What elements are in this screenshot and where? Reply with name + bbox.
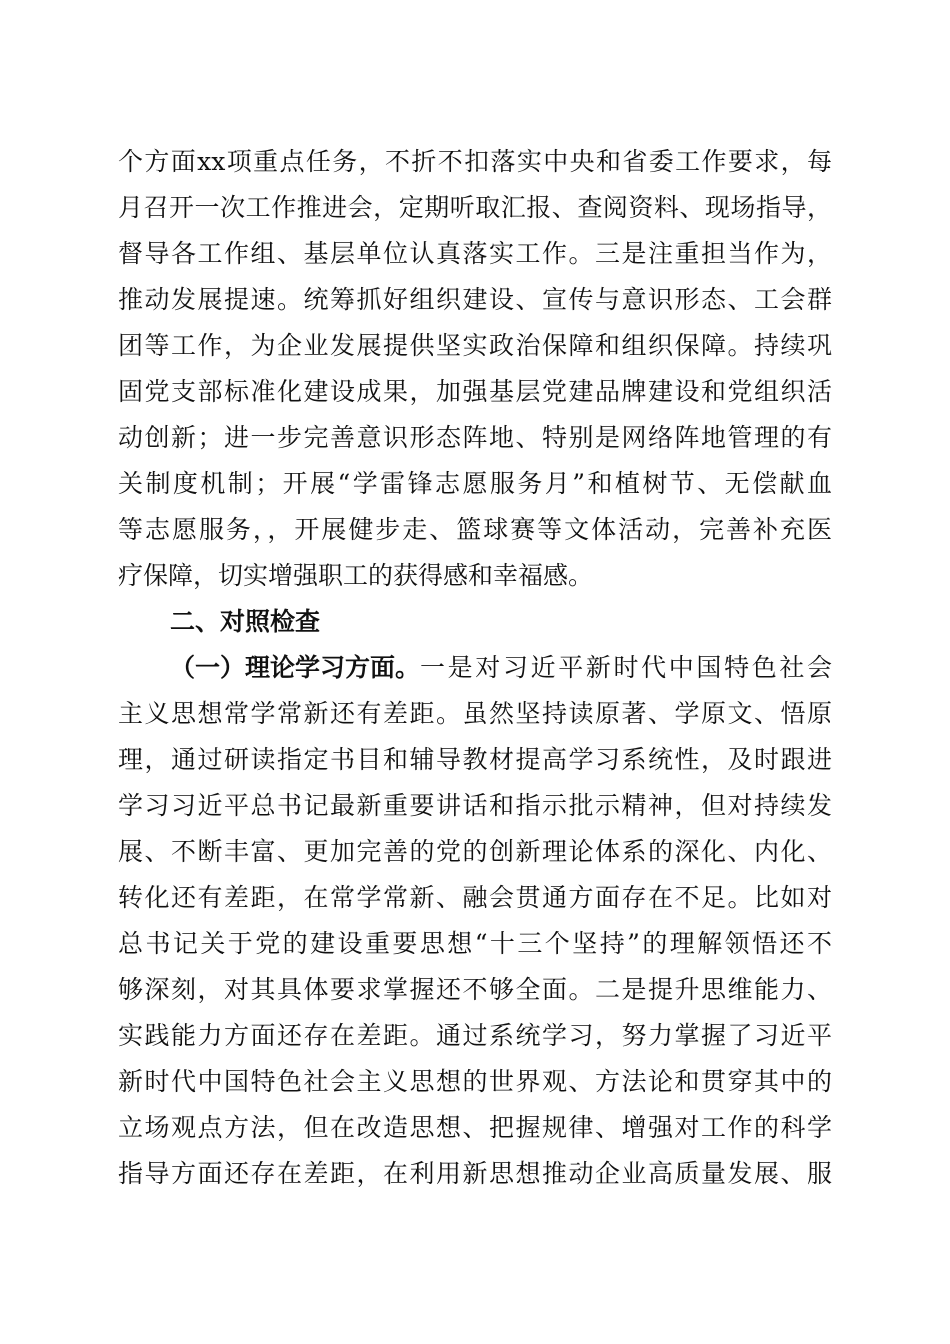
paragraph-line: 动创新；进一步完善意识形态阵地、特别是网络阵地管理的有 [118,423,832,452]
paragraph-line: 月召开一次工作推进会，定期听取汇报、查阅资料、现场指导， [118,193,832,222]
paragraph-line: 展、不断丰富、更加完善的党的创新理论体系的深化、内化、 [118,837,832,866]
paragraph-line: 推动发展提速。统筹抓好组织建设、宣传与意识形态、工会群 [118,285,832,314]
paragraph-line: 个方面xx项重点任务，不折不扣落实中央和省委工作要求，每 [118,147,832,176]
paragraph-line: 总书记关于党的建设重要思想“十三个坚持”的理解领悟还不 [118,929,832,958]
paragraph-line: 新时代中国特色社会主义思想的世界观、方法论和贯穿其中的 [118,1067,832,1096]
subsection-heading: （一）理论学习方面。 [170,653,421,682]
paragraph-line: 主义思想常学常新还有差距。虽然坚持读原著、学原文、悟原 [118,699,832,728]
paragraph-line: 转化还有差距，在常学常新、融会贯通方面存在不足。比如对 [118,883,832,912]
paragraph-line: 立场观点方法，但在改造思想、把握规律、增强对工作的科学 [118,1113,832,1142]
paragraph-line: 学习习近平总书记最新重要讲话和指示批示精神，但对持续发 [118,791,832,820]
section-heading: 二、对照检查 [170,607,321,636]
paragraph-line: 等志愿服务，，开展健步走、篮球赛等文体活动，完善补充医 [118,515,832,544]
paragraph-line-text: 一是对习近平新时代中国特色社会 [420,653,832,682]
paragraph-line: 指导方面还存在差距，在利用新思想推动企业高质量发展、服 [118,1159,832,1188]
paragraph-line: 固党支部标准化建设成果，加强基层党建品牌建设和党组织活 [118,377,832,406]
paragraph-line: 够深刻，对其具体要求掌握还不够全面。二是提升思维能力、 [118,975,832,1004]
paragraph-line: 督导各工作组、基层单位认真落实工作。三是注重担当作为， [118,239,832,268]
paragraph-line: 关制度机制；开展“学雷锋志愿服务月”和植树节、无偿献血 [118,469,832,498]
paragraph-first-line [118,646,832,690]
paragraph-line: 团等工作，为企业发展提供坚实政治保障和组织保障。持续巩 [118,331,832,360]
paragraph-line: 实践能力方面还存在差距。通过系统学习，努力掌握了习近平 [118,1021,832,1050]
paragraph-line: 理，通过研读指定书目和辅导教材提高学习系统性，及时跟进 [118,745,832,774]
paragraph-line: 疗保障，切实增强职工的获得感和幸福感。 [118,561,594,590]
